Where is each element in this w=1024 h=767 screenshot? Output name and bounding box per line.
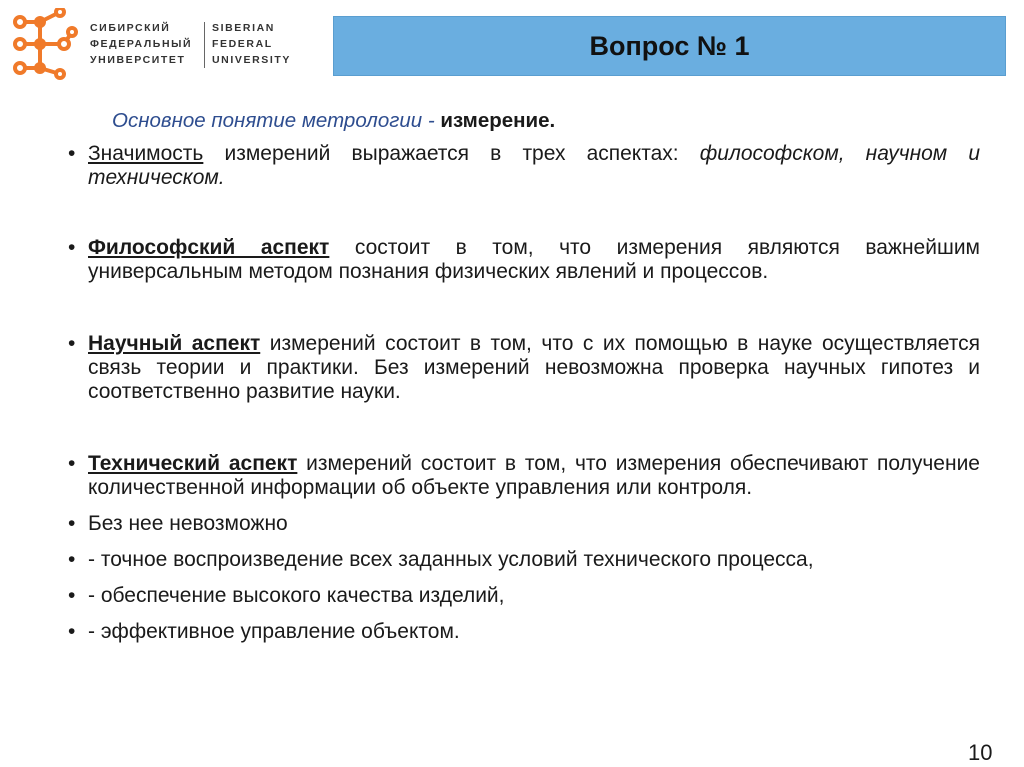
logo-ru-line: СИБИРСКИЙ (90, 22, 171, 34)
bullet-text: измерений выражается в трех аспектах: (203, 142, 700, 165)
logo-text-en (212, 20, 291, 68)
logo-divider (204, 22, 205, 68)
bullet-term: Научный аспект (88, 332, 261, 355)
bullet-text: - точное воспроизведение всех заданных условий технического процесса, (88, 548, 814, 571)
bullet-text: - обеспечение высокого качества изделий, (88, 584, 505, 607)
bullet-scientific (68, 332, 980, 404)
slide-title: Вопрос № 1 (589, 30, 750, 61)
title-bar (333, 16, 1006, 76)
slide-content (68, 142, 980, 644)
bullet-control (68, 620, 980, 644)
logo-en-line: SIBERIAN (212, 22, 275, 34)
bullet-text: измерений состоит в том, что с их помощью в науке осуществляется связь теории и практики. Без измерений невозможна проверка научных гипотез и соответственно развитие науки. (88, 332, 980, 403)
university-logo (8, 8, 308, 80)
subtitle (112, 109, 555, 133)
bullet-text: Без нее невозможно (88, 512, 288, 535)
bullet-significance (68, 142, 980, 190)
logo-ru-line: УНИВЕРСИТЕТ (90, 54, 186, 66)
bullet-text: измерений состоит в том, что измерения обеспечивают получение количественной информации об объекте управления или контроля. (88, 452, 980, 499)
subtitle-measurement: измерение. (440, 109, 556, 132)
subtitle-concept: Основное понятие метрологии - (112, 109, 441, 132)
bullet-text: состоит в том, что измерения являются важнейшим универсальным методом познания физических явлений и процессов. (88, 236, 980, 283)
bullet-term: Значимость (88, 142, 204, 165)
bullet-term: Философский аспект (88, 236, 330, 259)
sfu-logo-icon (8, 8, 82, 80)
logo-en-line: UNIVERSITY (212, 54, 292, 66)
logo-en-line: FEDERAL (212, 38, 273, 50)
bullet-without-it (68, 512, 980, 536)
page-number: 10 (968, 740, 993, 765)
bullet-quality (68, 584, 980, 608)
bullet-reproduction (68, 548, 980, 572)
bullet-philosophical (68, 236, 980, 284)
bullet-text: - эффективное управление объектом. (88, 620, 460, 643)
logo-text-ru (90, 20, 192, 68)
bullet-technical (68, 452, 980, 500)
bullet-term: Технический аспект (88, 452, 298, 475)
bullet-italic: философском, научном и техническом. (88, 142, 980, 189)
logo-ru-line: ФЕДЕРАЛЬНЫЙ (90, 38, 193, 50)
